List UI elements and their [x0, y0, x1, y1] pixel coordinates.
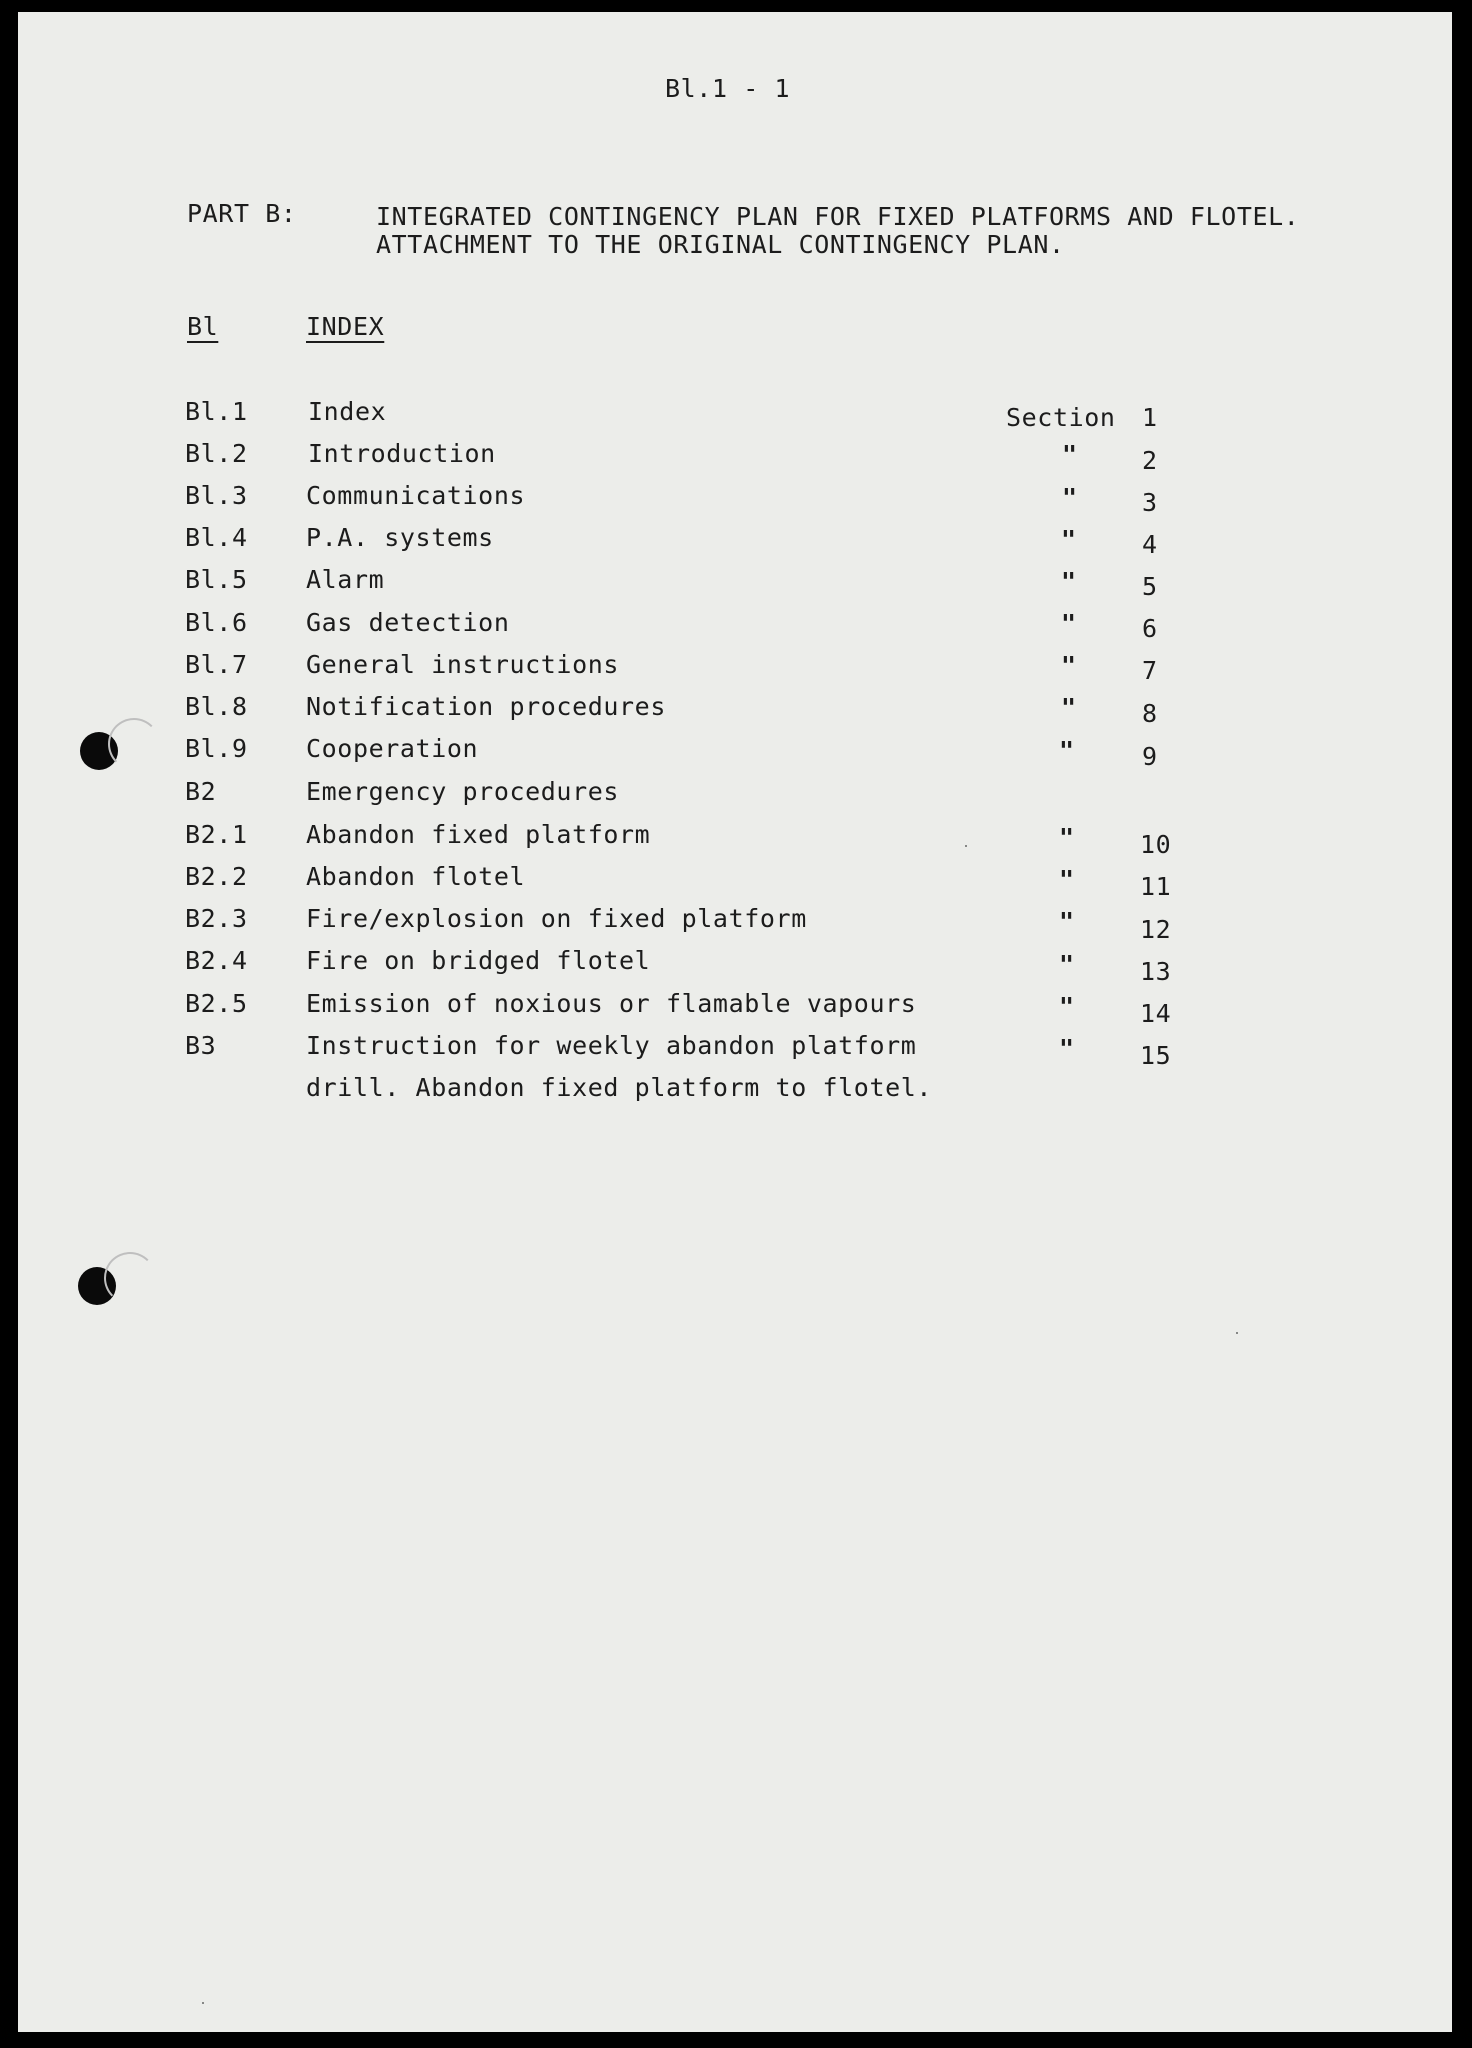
entry-title: Communications [306, 481, 526, 510]
entry-mark: " [1059, 907, 1075, 936]
entry-code: B3 [185, 1031, 217, 1060]
entry-code: B2.2 [185, 862, 248, 891]
entry-title: Fire/explosion on fixed platform [306, 904, 807, 933]
entry-code: B2.4 [185, 946, 248, 975]
entry-mark: " [1059, 1034, 1075, 1063]
entry-mark: Section [1006, 403, 1116, 432]
entry-section: 3 [1142, 488, 1158, 517]
punch-hole-ring [108, 718, 160, 770]
entry-code: Bl.3 [185, 481, 248, 510]
entry-code: Bl.4 [185, 523, 248, 552]
entry-code: Bl.2 [185, 439, 248, 468]
entry-mark: " [1061, 567, 1077, 596]
document-page [18, 12, 1452, 2032]
entry-mark: " [1059, 736, 1075, 765]
entry-mark: " [1062, 440, 1078, 469]
punch-hole-ring [104, 1252, 156, 1304]
entry-section: 13 [1140, 957, 1172, 986]
part-title-line2: ATTACHMENT TO THE ORIGINAL CONTINGENCY PLAN. [376, 230, 1065, 259]
page-reference: Bl.1 - 1 [665, 74, 791, 103]
entry-section: 4 [1142, 530, 1158, 559]
entry-title: Fire on bridged flotel [306, 946, 651, 975]
entry-section: 2 [1142, 446, 1158, 475]
entry-section: 11 [1140, 872, 1172, 901]
entry-code: B2.3 [185, 904, 248, 933]
part-title-line1: INTEGRATED CONTINGENCY PLAN FOR FIXED PLATFORMS AND FLOTEL. [376, 202, 1300, 231]
entry-section: 7 [1142, 656, 1158, 685]
entry-mark: " [1061, 693, 1077, 722]
entry-code: Bl.5 [185, 565, 248, 594]
entry-section: 15 [1140, 1041, 1172, 1070]
entry-code: Bl.1 [185, 397, 248, 426]
entry-section: 9 [1142, 742, 1158, 771]
entry-mark: " [1059, 865, 1075, 894]
part-label: PART B: [187, 199, 297, 228]
entry-continuation: drill. Abandon fixed platform to flotel. [306, 1073, 933, 1102]
index-heading-code: Bl [187, 312, 219, 341]
entry-mark: " [1059, 823, 1075, 852]
entry-section: 12 [1140, 915, 1172, 944]
entry-mark: " [1059, 950, 1075, 979]
entry-section: 5 [1142, 572, 1158, 601]
entry-title: Abandon flotel [306, 862, 526, 891]
entry-title: Gas detection [306, 608, 510, 637]
entry-section: 8 [1142, 699, 1158, 728]
entry-title: P.A. systems [306, 523, 494, 552]
scan-speck [202, 2002, 204, 2004]
entry-code: B2.1 [185, 820, 248, 849]
entry-section: 10 [1140, 830, 1172, 859]
entry-title: Emission of noxious or flamable vapours [306, 989, 917, 1018]
scan-speck [1236, 1332, 1238, 1334]
entry-code: Bl.7 [185, 650, 248, 679]
entry-section: 1 [1142, 403, 1158, 432]
entry-title: Introduction [308, 439, 496, 468]
index-heading-title: INDEX [306, 312, 385, 341]
entry-code: Bl.8 [185, 692, 248, 721]
entry-title: Index [308, 397, 387, 426]
entry-mark: " [1062, 483, 1078, 512]
entry-mark: " [1061, 651, 1077, 680]
entry-section: 6 [1142, 614, 1158, 643]
entry-code: Bl.6 [185, 608, 248, 637]
entry-title: General instructions [306, 650, 620, 679]
entry-mark: " [1061, 609, 1077, 638]
entry-code: B2.5 [185, 989, 248, 1018]
entry-code: B2 [185, 777, 217, 806]
entry-title: Alarm [306, 565, 385, 594]
entry-title: Notification procedures [306, 692, 666, 721]
entry-mark: " [1059, 992, 1075, 1021]
entry-title: Cooperation [306, 734, 479, 763]
entry-mark: " [1061, 525, 1077, 554]
entry-title: Instruction for weekly abandon platform [306, 1031, 917, 1060]
entry-title: Abandon fixed platform [306, 820, 651, 849]
entry-title: Emergency procedures [306, 777, 620, 806]
entry-section: 14 [1140, 999, 1172, 1028]
scan-speck [965, 845, 967, 847]
entry-code: Bl.9 [185, 734, 248, 763]
